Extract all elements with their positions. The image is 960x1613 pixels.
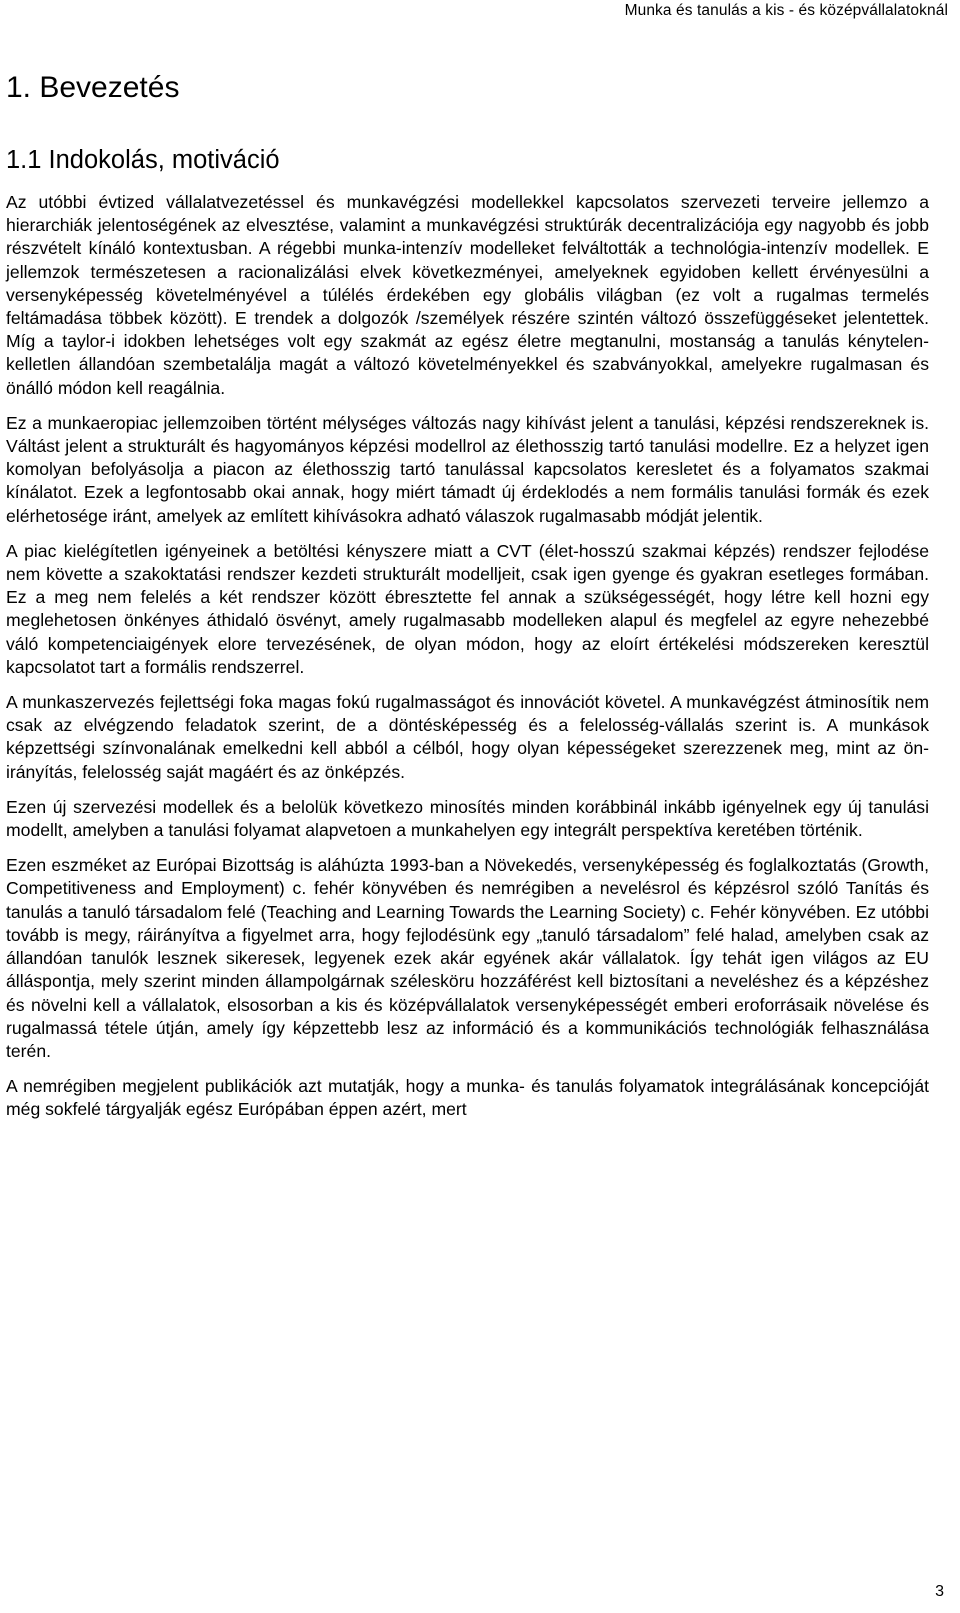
body-text <box>6 191 929 1134</box>
chapter-heading: 1. Bevezetés <box>6 71 180 104</box>
paragraph-6: Ezen eszméket az Európai Bizottság is aláhúzta 1993-ban a Növekedés, versenyképesség és foglalkoztatás (Growth, Competitiveness and Employment) c. fehér könyvében és nemrégiben a nevelésrol és képzésrol szóló Tanítás és tanulás a tanuló társadalom felé (Teaching and Learning Towards the Learning Society) c. Fehér könyvében. Ez utóbbi tovább is megy, ráirányítva a figyelmet arra, hogy fejlodésünk egy „tanuló társadalom” felé halad, amelyben csak az állandóan tanulók lesznek sikeresek, legyenek ezek akár egyének akár vállalatok. Így tehát igen világos az EU álláspontja, mely szerint minden állampolgárnak szélesköru hozzáférést kell biztosítani a neveléshez és a képzéshez és növelni kell a vállalatok, elsosorban a kis és középvállalatok versenyképességét emberi eroforrásaik növelése és rugalmassá tétele útján, amely így képzettebb lesz az információ és a kommunikációs technológiák felhasználása terén. <box>6 855 929 1061</box>
page-number: 3 <box>935 1583 944 1600</box>
paragraph-7: A nemrégiben megjelent publikációk azt mutatják, hogy a munka- és tanulás folyamatok integrálásának koncepcióját még sokfelé tárgyalják egész Európában éppen azért, mert <box>6 1076 929 1120</box>
paragraph-4: A munkaszervezés fejlettségi foka magas fokú rugalmasságot és innovációt követel. A munkavégzést átminosítik nem csak az elvégzendo feladatok szerint, de a döntésképesség és a felelosség-vállalás szerint is. A munkások képzettségi színvonalának emelkedni kell abból a célból, hogy olyan képességeket szerezzenek meg, mint az ön-irányítás, felelosség saját magáért és az önképzés. <box>6 692 929 782</box>
paragraph-3: A piac kielégítetlen igényeinek a betöltési kényszere miatt a CVT (élet-hosszú szakmai képzés) rendszer fejlodése nem követte a szakoktatási rendszer kezdeti strukturált modelljeit, csak igen gyenge és gyakran esetleges formában. Ez a meg nem felelés a két rendszer között ébresztette fel annak a szükségességét, hogy létre kell hozni egy meglehetosen önkényes áthidaló ösvényt, amely rugalmasabb modelleken alapul és megfelel az egyre nehezebbé váló kompetenciaigények elore tervezésének, de olyan módon, hogy az eloírt értékelési módszereken keresztül kapcsolatot tart a formális rendszerrel. <box>6 540 929 677</box>
section-heading: 1.1 Indokolás, motiváció <box>6 146 280 174</box>
paragraph-5: Ezen új szervezési modellek és a belolük következo minosítés minden korábbinál inkább igényelnek egy új tanulási modellt, amelyben a tanulási folyamat alapvetoen a munkahelyen egy integrált perspektíva keretében történik. <box>6 796 929 841</box>
paragraph-2: Ez a munkaeropiac jellemzoiben történt mélységes változás nagy kihívást jelent a tanulási, képzési rendszereknek is. Váltást jelent a strukturált és hagyományos képzési modellrol az élethosszig tartó tanulási modellre. Ez a helyzet igen komolyan befolyásolja a piacon az élethosszig tartó tanulással kapcsolatos keresletet és a folyamatos szakmai kínálatot. Ezek a legfontosabb okai annak, hogy miért támadt új érdeklodés a nem formális tanulási formák és ezek elérhetosége iránt, amelyek az említett kihívásokra adható válaszok rugalmasabb módját jelentik. <box>6 412 929 526</box>
running-header: Munka és tanulás a kis - és középvállalatoknál <box>624 2 948 19</box>
paragraph-1: Az utóbbi évtized vállalatvezetéssel és munkavégzési modellekkel kapcsolatos szervezeti terveire jellemzo a hierarchiák jelentoségének az elvesztése, valamint a munkavégzési struktúrák decentralizációja egy nagyobb és jobb részvételt kínáló kontextusban. A régebbi munka-intenzív modelleket felváltották a technológia-intenzív modellek. E jellemzok természetesen a racionalizálási elvek következményei, amelyeknek egyidoben kellett érvényesülni a versenyképesség követelményével a túlélés érdekében egy globális világban (ez volt a rugalmas termelés feltámadása többek között). E trendek a dolgozók /személyek részére szintén változó összefüggéseket jelentettek. Míg a taylor-i idokben lehetséges volt egy szakmát az egész életre megtanulni, mostanság a tanulás kénytelen-kelletlen állandóan szembetalálja magát a változó követelményekkel és szabványokkal, amelyekre rugalmasan és önálló módon kell reagálnia. <box>6 192 929 398</box>
